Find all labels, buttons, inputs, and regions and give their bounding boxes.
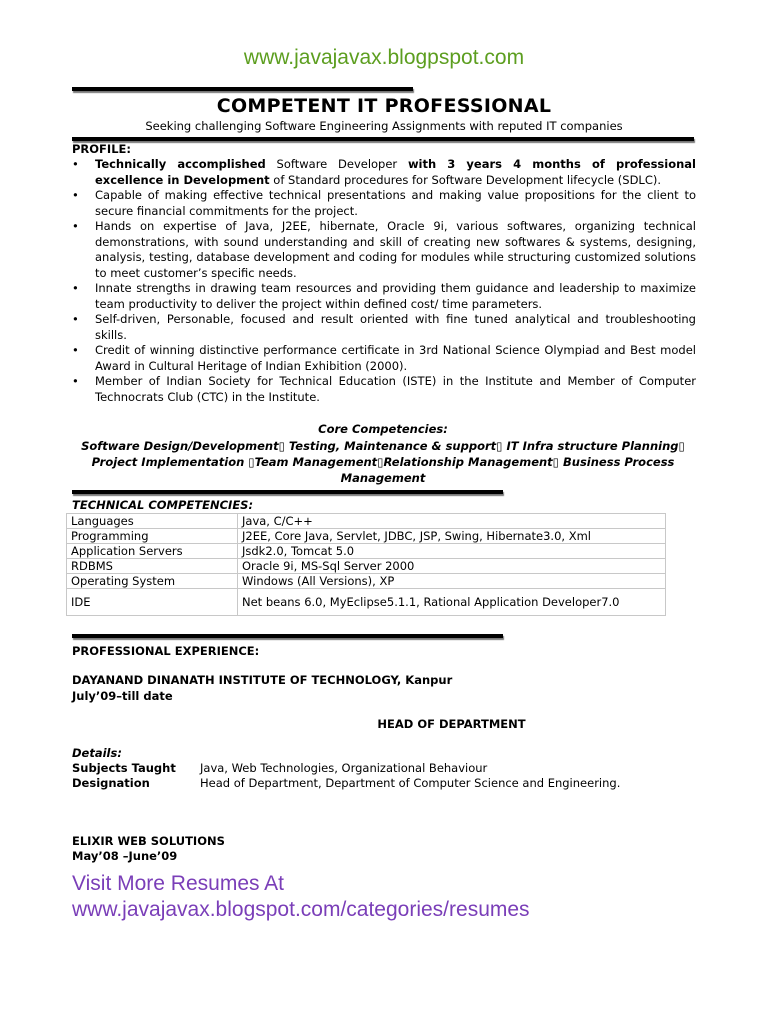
table-key: Application Servers xyxy=(67,544,238,559)
title-divider xyxy=(72,137,694,141)
table-row xyxy=(67,559,666,574)
profile-item xyxy=(70,188,696,219)
core-competencies-heading: Core Competencies: xyxy=(318,422,448,436)
profile-item xyxy=(70,343,696,374)
table-row xyxy=(67,589,666,616)
table-key: Operating System xyxy=(67,574,238,589)
site-url-header: www.javajavax.blogpspot.com xyxy=(243,46,525,69)
profile-item-text: Credit of winning distinctive performance certificate in 3rd National Science Olympiad and Best model Award in Cultural Heritage of Indian Exhibition (2000). xyxy=(95,343,696,373)
table-row xyxy=(67,514,666,529)
employment-period: July’09–till date xyxy=(72,689,173,703)
profile-list xyxy=(70,157,696,405)
profile-item-text: Member of Indian Society for Technical Education (ISTE) in the Institute and Member of Computer Technocrats Club (CTC) in the Institute. xyxy=(95,374,696,404)
bullet-icon: • xyxy=(72,281,79,295)
detail-value: Head of Department, Department of Computer Science and Engineering. xyxy=(200,776,621,790)
profile-item xyxy=(70,312,696,343)
technical-heading: TECHNICAL COMPETENCIES: xyxy=(72,498,254,512)
profile-heading: PROFILE: xyxy=(72,142,131,156)
table-value: Jsdk2.0, Tomcat 5.0 xyxy=(238,544,666,559)
bullet-icon: • xyxy=(72,219,79,233)
table-value: J2EE, Core Java, Servlet, JDBC, JSP, Swing, Hibernate3.0, Xml xyxy=(238,529,666,544)
detail-key: Designation xyxy=(72,776,150,790)
table-key: Programming xyxy=(67,529,238,544)
profile-item xyxy=(70,374,696,405)
technical-table xyxy=(66,513,666,616)
employer-name: ELIXIR WEB SOLUTIONS xyxy=(72,834,225,848)
profile-item-text: Hands on expertise of Java, J2EE, hibernate, Oracle 9i, various softwares, organizing technical demonstrations, with sound understanding and skill of creating new softwares & systems, designing, analysis, testing, database development and coding for modules while structuring customized solutions to meet customer’s specific needs. xyxy=(95,219,696,280)
detail-key: Subjects Taught xyxy=(72,761,176,775)
details-label: Details: xyxy=(72,746,122,760)
experience-divider xyxy=(72,634,503,638)
table-value: Oracle 9i, MS-Sql Server 2000 xyxy=(238,559,666,574)
table-value: Net beans 6.0, MyEclipse5.1.1, Rational Application Developer7.0 xyxy=(238,589,666,616)
bullet-icon: • xyxy=(72,343,79,357)
job-title: HEAD OF DEPARTMENT xyxy=(377,717,526,731)
profile-item-text: Capable of making effective technical presentations and making value propositions for the client to secure financial commitments for the project. xyxy=(95,188,696,218)
top-divider xyxy=(72,87,413,91)
table-value: Windows (All Versions), XP xyxy=(238,574,666,589)
bullet-icon: • xyxy=(72,312,79,326)
table-value: Java, C/C++ xyxy=(238,514,666,529)
table-key: RDBMS xyxy=(67,559,238,574)
bullet-icon: • xyxy=(72,188,79,202)
profile-item-emphasis: with 3 years 4 months of professional excellence in Development xyxy=(95,157,696,187)
resume-subtitle: Seeking challenging Software Engineering Assignments with reputed IT companies xyxy=(145,119,623,133)
table-key: Languages xyxy=(67,514,238,529)
employment-period: May’08 –June’09 xyxy=(72,849,178,863)
promo-link[interactable]: www.javajavax.blogspot.com/categories/resumes xyxy=(72,898,530,921)
profile-item-text: of Standard procedures for Software Development lifecycle (SDLC). xyxy=(269,172,662,187)
table-key: IDE xyxy=(67,589,238,616)
profile-item-text: Self-driven, Personable, focused and result oriented with fine tuned analytical and troubleshooting skills. xyxy=(95,312,696,342)
promo-text: Visit More Resumes At xyxy=(72,872,285,895)
profile-item-text: Innate strengths in drawing team resources and providing them guidance and leadership to maximize team productivity to deliver the project within defined cost/ time parameters. xyxy=(95,281,696,311)
employer-name: DAYANAND DINANATH INSTITUTE OF TECHNOLOGY, Kanpur xyxy=(72,673,453,687)
detail-row xyxy=(72,761,487,775)
bullet-icon: • xyxy=(72,157,79,171)
profile-item xyxy=(70,281,696,312)
table-row xyxy=(67,544,666,559)
profile-item-emphasis: Technically accomplished xyxy=(95,157,266,171)
profile-item xyxy=(70,157,696,188)
profile-item-text: Software Developer xyxy=(265,157,408,171)
resume-title: COMPETENT IT PROFESSIONAL xyxy=(216,95,552,117)
experience-heading: PROFESSIONAL EXPERIENCE: xyxy=(72,644,260,658)
profile-item xyxy=(70,219,696,281)
detail-row xyxy=(72,776,620,790)
detail-value: Java, Web Technologies, Organizational Behaviour xyxy=(200,761,488,775)
table-row xyxy=(67,574,666,589)
bullet-icon: • xyxy=(72,374,79,388)
technical-divider xyxy=(72,490,503,494)
table-row xyxy=(67,529,666,544)
core-competencies-text: Software Design/Development▯ Testing, Maintenance & support▯ IT Infra structure Planning▯ Project Implementation ▯Team Management▯Relationship Management▯ Business Process Management xyxy=(81,439,685,485)
